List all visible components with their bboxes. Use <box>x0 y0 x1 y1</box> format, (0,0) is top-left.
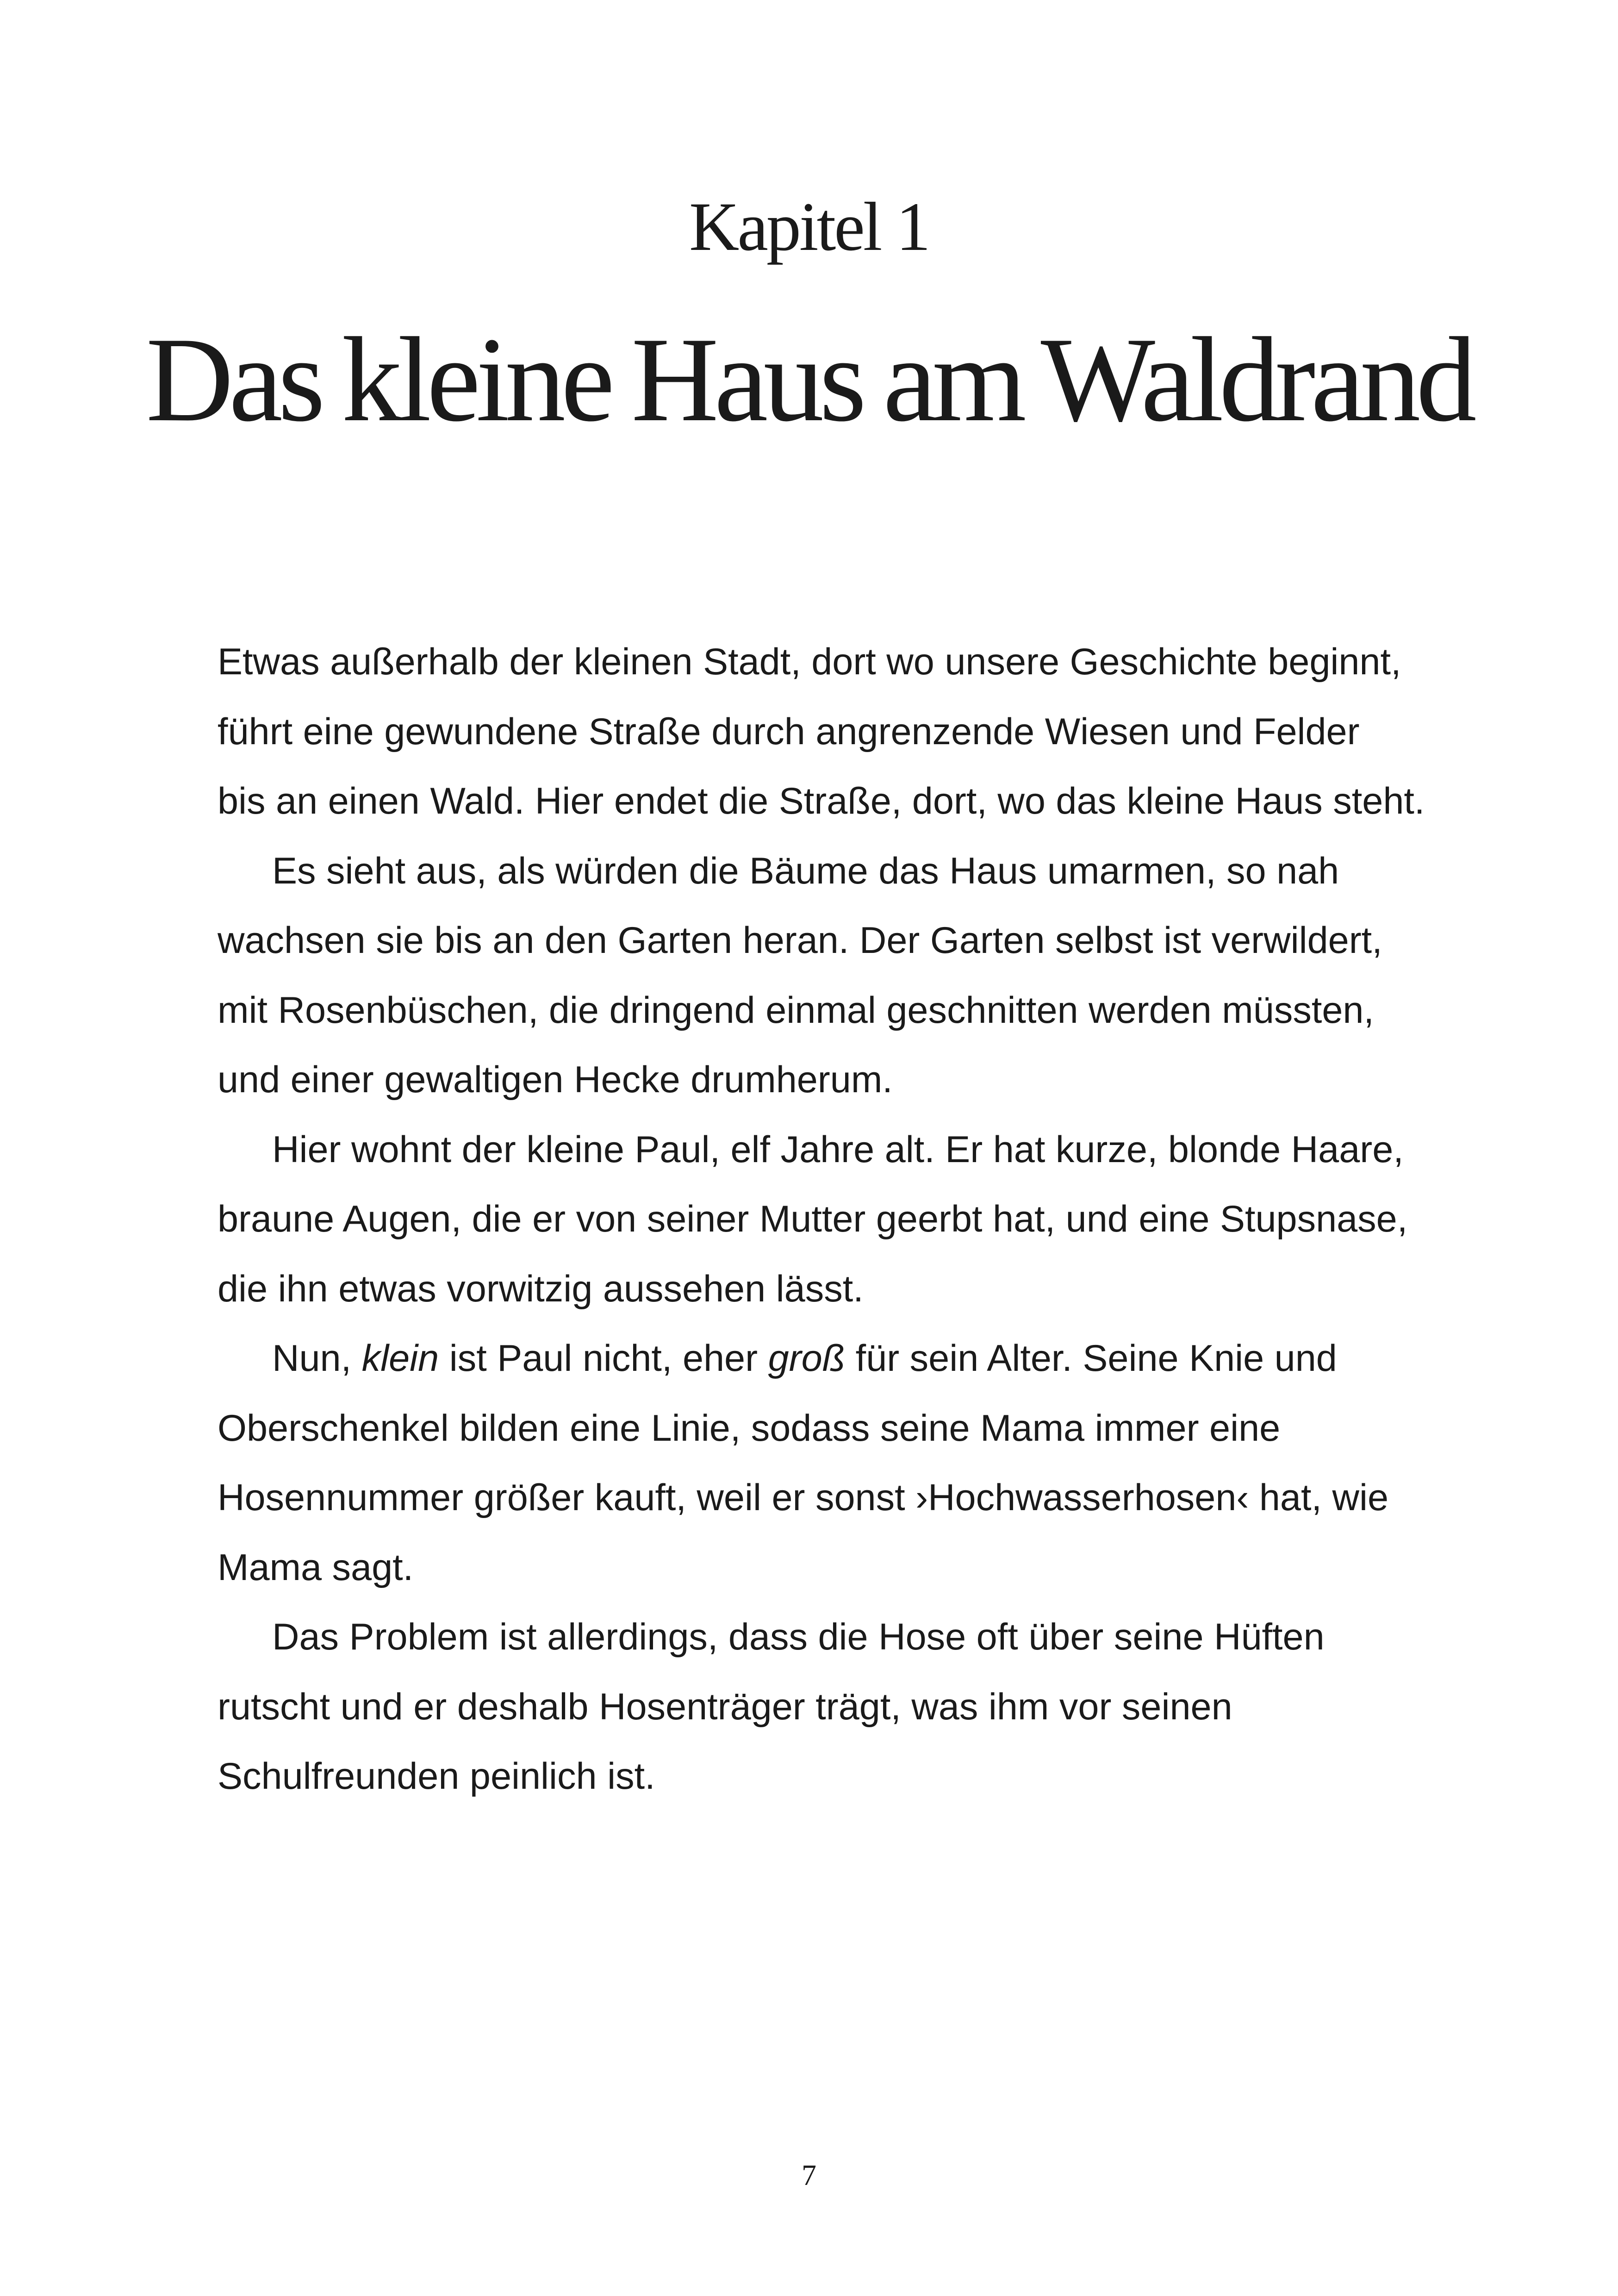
text-line: führt eine gewundene Straße durch angrenzende Wiesen und Felder <box>218 710 1360 753</box>
chapter-title: Das kleine Haus am Waldrand <box>146 312 1472 447</box>
text-segment: ist Paul nicht, eher <box>439 1338 768 1379</box>
text-segment: für sein Alter. Seine Knie und <box>845 1338 1337 1379</box>
text-line: bis an einen Wald. Hier endet die Straße, dort, wo das kleine Haus steht. <box>218 780 1425 822</box>
text-line: und einer gewaltigen Hecke drumherum. <box>218 1059 893 1101</box>
emphasis-gross: groß <box>768 1338 846 1379</box>
text-line <box>218 1324 1504 1394</box>
text-line: Oberschenkel bilden eine Linie, sodass seine Mama immer eine <box>218 1407 1281 1449</box>
text-line: Schulfreunden peinlich ist. <box>218 1755 655 1797</box>
text-line: Etwas außerhalb der kleinen Stadt, dort wo unsere Geschichte beginnt, <box>218 641 1401 683</box>
emphasis-klein: klein <box>361 1338 439 1379</box>
text-segment: Nun, <box>272 1338 362 1379</box>
text-line: Hier wohnt der kleine Paul, elf Jahre alt. Er hat kurze, blonde Haare, <box>272 1128 1404 1170</box>
body-text <box>218 627 1504 1811</box>
text-line: mit Rosenbüschen, die dringend einmal geschnitten werden müssten, <box>218 989 1374 1031</box>
text-line: Es sieht aus, als würden die Bäume das Haus umarmen, so nah <box>272 850 1339 892</box>
text-line: Hosennummer größer kauft, weil er sonst ›Hochwasserhosen‹ hat, wie <box>218 1477 1389 1518</box>
text-line: Das Problem ist allerdings, dass die Hose oft über seine Hüften <box>272 1616 1325 1658</box>
text-line: die ihn etwas vorwitzig aussehen lässt. <box>218 1268 864 1310</box>
chapter-label: Kapitel 1 <box>689 188 929 265</box>
text-line: Mama sagt. <box>218 1546 414 1588</box>
text-line: braune Augen, die er von seiner Mutter geerbt hat, und eine Stupsnase, <box>218 1198 1408 1240</box>
page-number: 7 <box>802 2159 816 2191</box>
text-line: wachsen sie bis an den Garten heran. Der Garten selbst ist verwildert, <box>218 920 1382 961</box>
text-line: rutscht und er deshalb Hosenträger trägt, was ihm vor seinen <box>218 1686 1232 1728</box>
